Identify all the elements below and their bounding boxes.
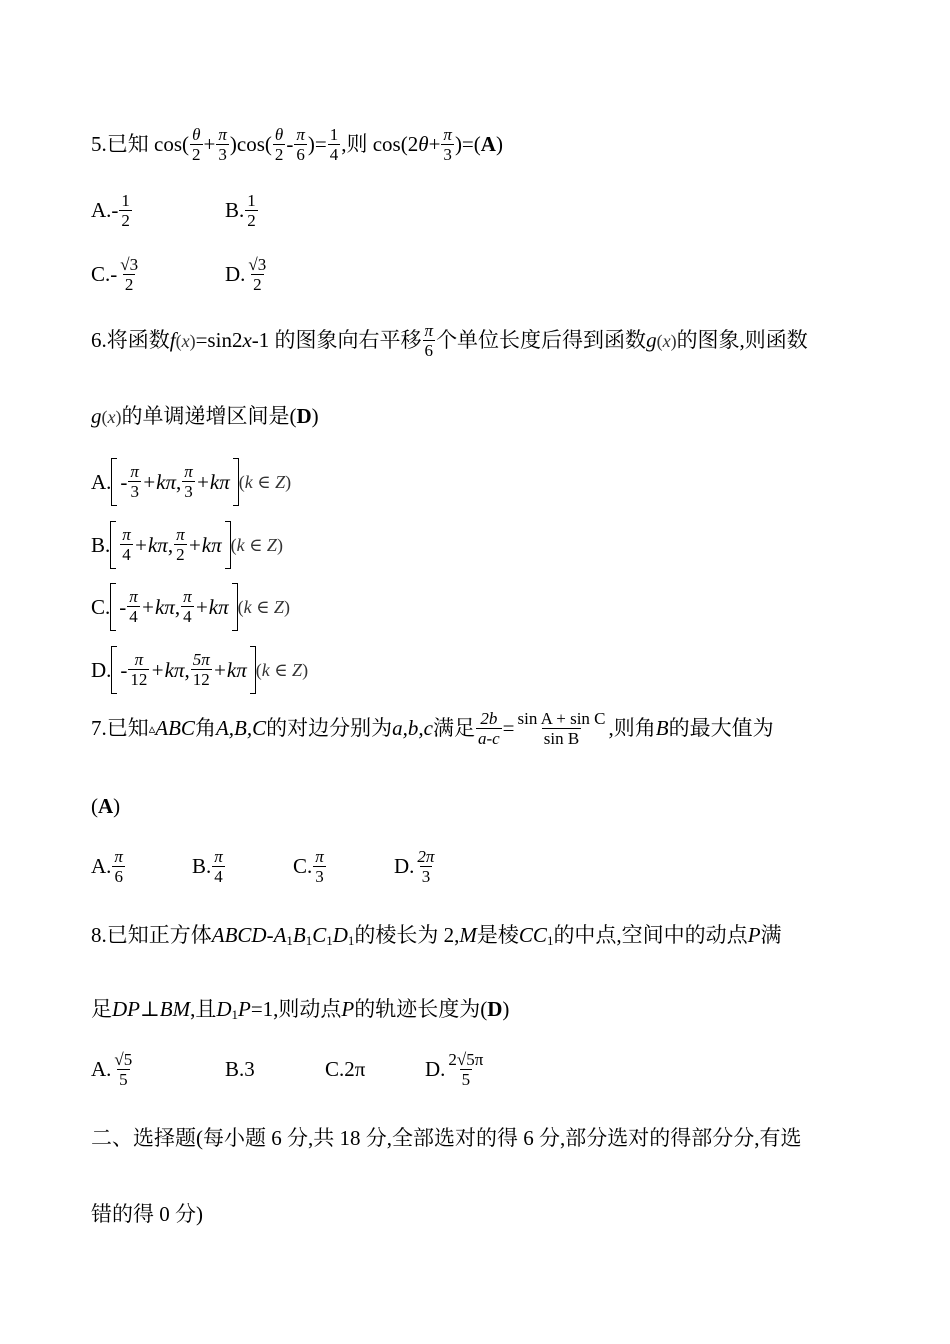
q5-stem: 5.已知 cos( $\frac{\theta}{2}$ + $\frac{\pi}{3}$ )cos( $\frac{\theta}{2}$ - $\frac{\pi}{6}$ )= $\frac{1}{4}$ ,则 cos(2 θ + $\frac{\pi}{3}$ )=( A ) [91,125,503,164]
q6-option-a: A. - $\frac{\pi}{3}$ +kπ , $\frac{\pi}{3}$ +kπ ( k ∈ Z ) [91,458,291,506]
section-heading-line2: 错的得 0 分) [91,1202,203,1226]
q7-option-c: C. $\frac{\pi}{3}$ [293,847,324,886]
q5-option-c: C.- $\frac{√3}{2}$ [91,255,139,294]
q7-stem-line1: 7.已知 ▵ ABC 角 A,B,C 的对边分别为 a,b,c 满足 $\frac{2b}{a-c}$ = $\frac{\text{sin A + sin C}}{\text{sin B}}$ ,则角 B 的最大值为 [91,709,774,748]
fraction: $\frac{\pi}{6}$ [296,125,305,164]
q5-options-row2 [91,256,269,294]
fraction: $\frac{\theta}{2}$ [274,125,284,164]
fraction: $\frac{\pi}{3}$ [443,125,452,164]
q6-answer: D [296,404,312,428]
q5-option-b: B. $\frac{1}{2}$ [225,191,256,230]
fraction: $\frac{2b}{a-c}$ [477,709,500,748]
q7-options [91,848,437,886]
q8-option-c: C.2π [325,1057,366,1082]
q8-options [91,1051,486,1089]
q8-stem-line1: 8.已知正方体 ABCD-A 1 B 1 C 1 D 1 的棱长为 2, M 是棱 CC 1 的中点,空间中的动点 P 满 [91,923,782,948]
q5-answer: A [480,132,496,157]
q8-option-d: D. $\frac{2√5\pi}{5}$ [425,1050,484,1089]
q6-stem-line1: 6.将函数 f ( x ) =sin2 x -1 的图象向右平移 $\frac{\pi}{6}$ 个单位长度后得到函数 g ( x ) 的图象,则函数 [91,321,808,360]
q5-option-d: D. $\frac{√3}{2}$ [225,255,267,294]
fraction: $\frac{\pi}{6}$ [424,321,434,360]
q5-options-row1 [91,192,259,230]
q7-answer: A [98,794,114,818]
q8-stem-line2: 足 DP ⊥ BM ,且 D 1 P =1,则动点 P 的轨迹长度为( D ) [91,997,510,1022]
q8-answer: D [487,997,503,1021]
fraction: $\frac{\theta}{2}$ [192,125,201,164]
q6-option-c: C. - $\frac{\pi}{4}$ +kπ , $\frac{\pi}{4}$ +kπ ( k ∈ Z ) [91,583,290,631]
fraction: $\frac{\pi}{3}$ [218,125,227,164]
q8-option-a: A. $\frac{√5}{5}$ [91,1050,133,1089]
q6-stem-line2: g ( x ) 的单调递增区间是( D ) [91,404,319,428]
section-heading-line1: 二、选择题(每小题 6 分,共 18 分,全部选对的得 6 分,部分选对的得部分分,有选 [91,1126,802,1150]
q5-option-a: A.- $\frac{1}{2}$ [91,191,130,230]
q6-option-d: D. - $\frac{\pi}{12}$ +kπ , $\frac{5\pi}{12}$ +kπ ( k ∈ Z ) [91,646,308,694]
q8-option-b: B.3 [225,1057,255,1082]
q7-stem-line2: ( A ) [91,794,121,818]
q7-option-d: D. $\frac{2\pi}{3}$ [394,847,435,886]
fraction: $\frac{1}{4}$ [329,125,339,164]
fraction: $\frac{\text{sin A + sin C}}{\text{sin B}}$ [517,709,606,748]
q7-option-b: B. $\frac{\pi}{4}$ [192,847,223,886]
q7-option-a: A. $\frac{\pi}{6}$ [91,847,123,886]
q6-option-b: B. $\frac{\pi}{4}$ +kπ , $\frac{\pi}{2}$ +kπ ( k ∈ Z ) [91,521,283,569]
